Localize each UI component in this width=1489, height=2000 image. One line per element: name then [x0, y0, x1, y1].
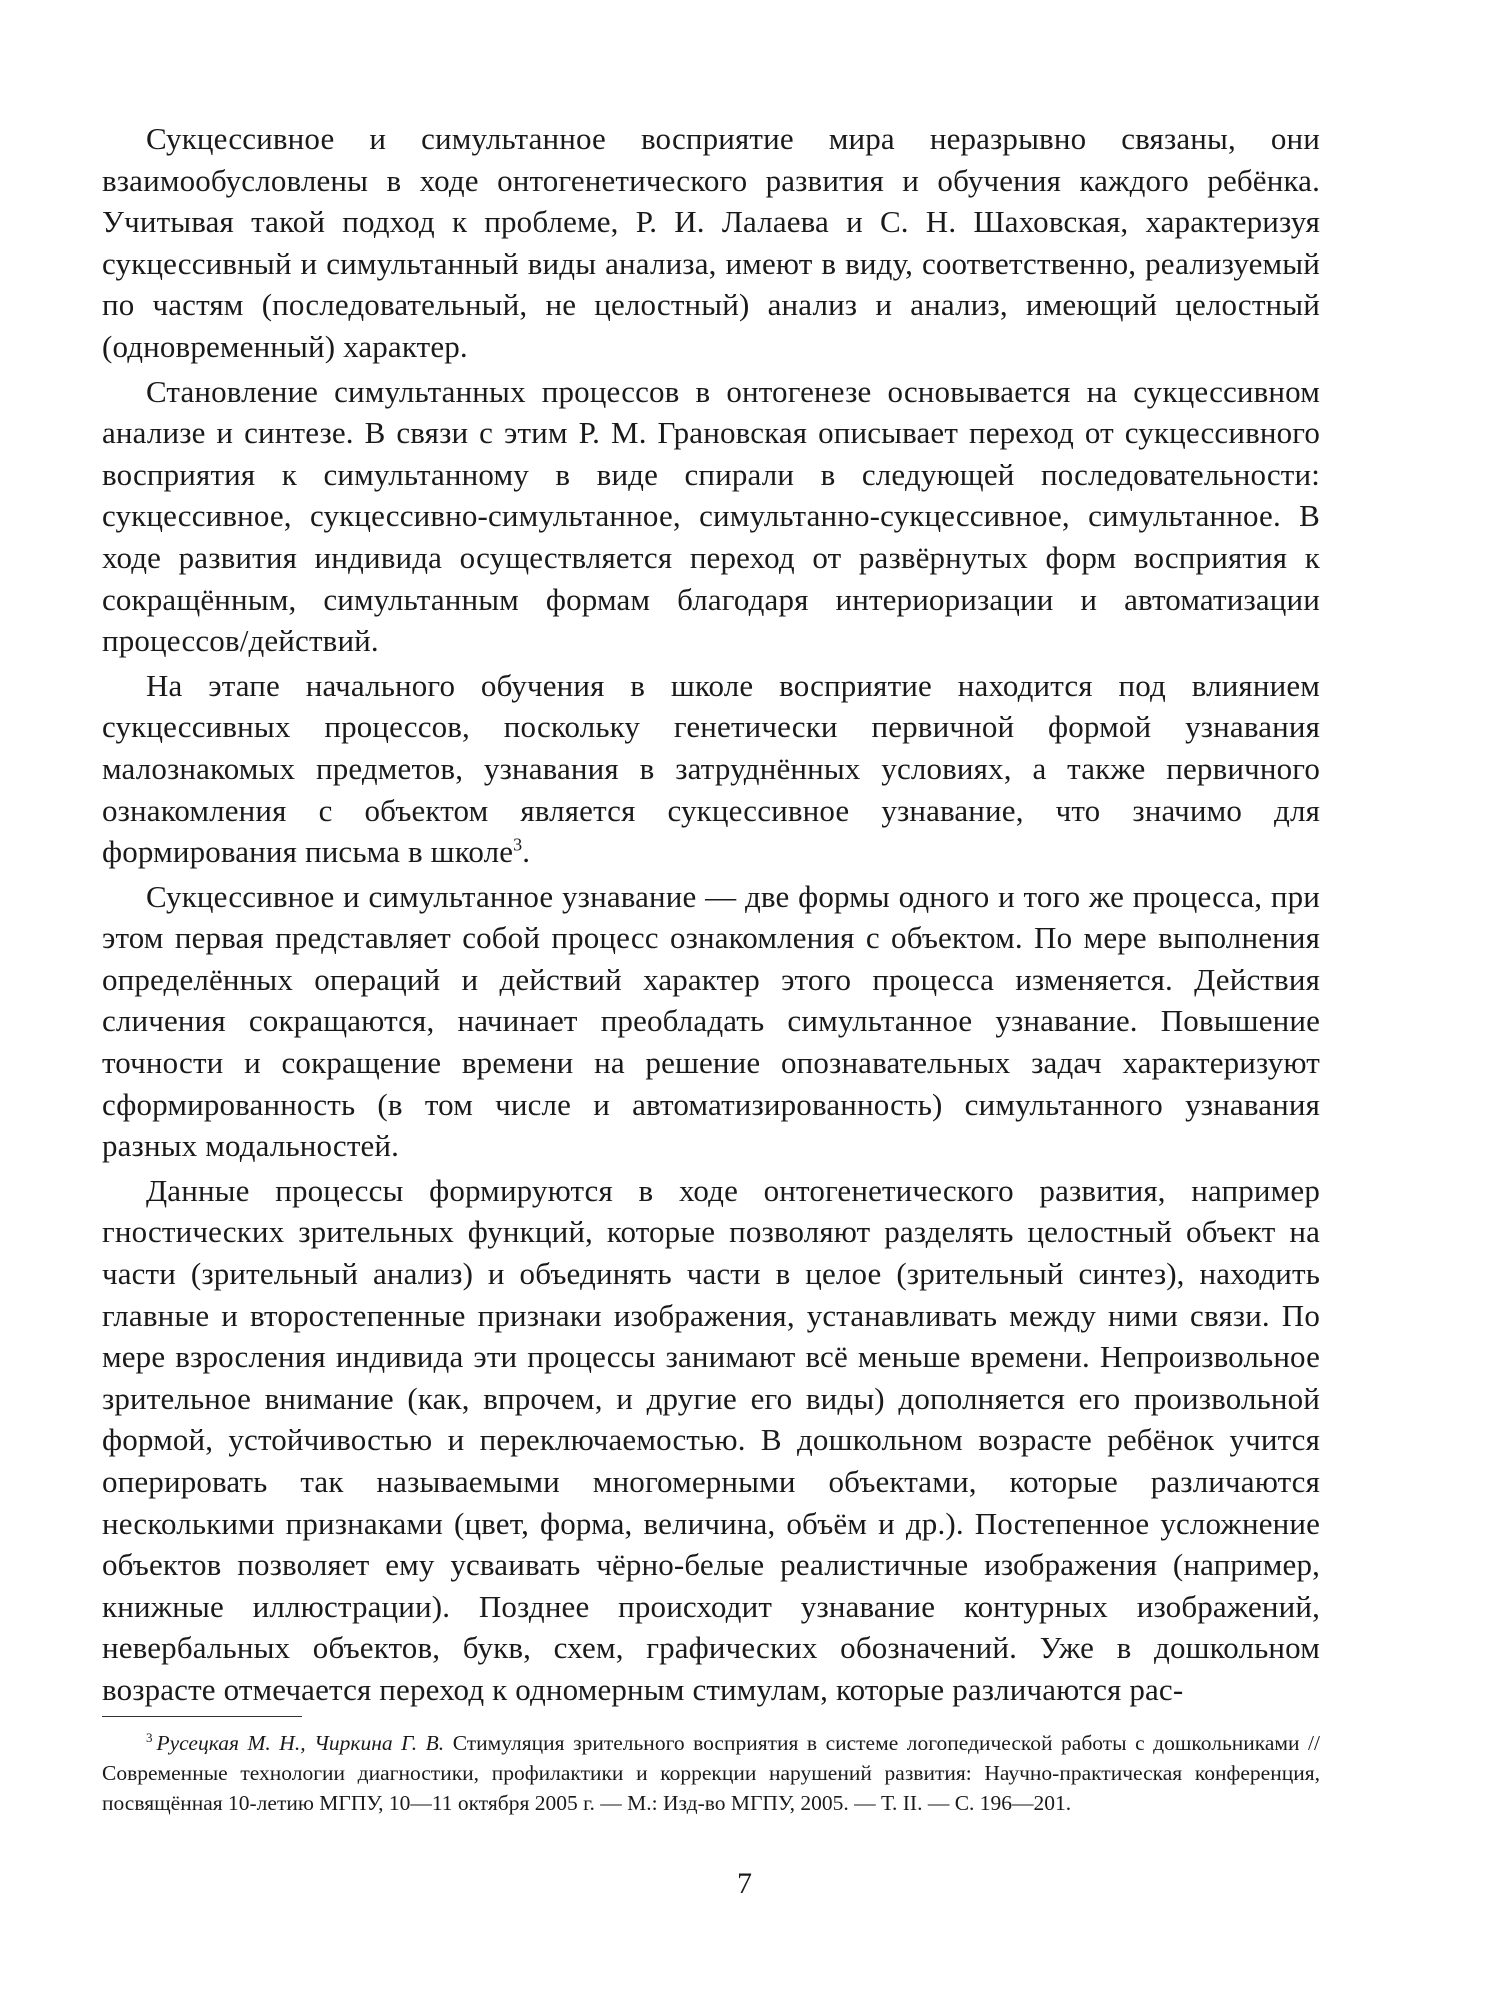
main-text [102, 118, 1320, 1711]
paragraph-5: Данные процессы формируются в ходе онтогенетического развития, например гностических зрительных функций, которые позволяют разделять целостный объект на части (зрительный анализ) и объединять части в целое (зрительный синтез), находить главные и второстепенные признаки изображения, устанавливать между ними связи. По мере взросления индивида эти процессы занимают всё меньше времени. Непроизвольное зрительное внимание (как, впрочем, и другие его виды) дополняется его произвольной формой, устойчивостью и переключаемостью. В дошкольном возрасте ребёнок учится оперировать так называемыми многомерными объектами, которые различаются несколькими признаками (цвет, форма, величина, объём и др.). Постепенное усложнение объектов позволяет ему усваивать чёрно-белые реалистичные изображения (например, книжные иллюстрации). Позднее происходит узнавание контурных изображений, невербальных объектов, букв, схем, графических обозначений. Уже в дошкольном возрасте отмечается переход к одномерным стимулам, которые различаются рас- [102, 1172, 1320, 1707]
footnote-text: Стимуляция зрительного восприятия в системе логопедической работы с дошкольниками // Современные технологии диагностики, профилактики и коррекции нарушений развития: Научно-практическая конференция, посвящённая 10-летию МГПУ, 10—11 октября 2005 г. — М.: Изд-во МГПУ, 2005. — Т. II. — С. 196—201. [102, 1731, 1321, 1815]
paragraph-3: На этапе начального обучения в школе восприятие находится под влиянием сукцессивных процессов, поскольку генетически первичной формой узнавания малознакомых предметов, узнавания в затруднённых условиях, а также первичного ознакомления с объектом является сукцессивное узнавание, что значимо для формирования письма в школе$^3$. [102, 667, 1320, 870]
footnote-separator [102, 1716, 302, 1717]
footnote [102, 1728, 1320, 1818]
footnote-authors: Русецкая М. Н., Чиркина Г. В. [156, 1731, 445, 1755]
paragraph-2: Становление симультанных процессов в онтогенезе основывается на сукцессивном анализе и синтезе. В связи с этим Р. М. Грановская описывает переход от сукцессивного восприятия к симультанному в виде спирали в следующей последовательности: сукцессивное, сукцессивно-симультанное, симультанно-сукцессивное, симультанное. В ходе развития индивида осуществляется переход от развёрнутых форм восприятия к сокращённым, симультанным формам благодаря интериоризации и автоматизации процессов/действий. [102, 373, 1320, 659]
paragraph-3-text: На этапе начального обучения в школе восприятие находится под влиянием сукцессивных процессов, поскольку генетически первичной формой узнавания малознакомых предметов, узнавания в затруднённых условиях, а также первичного ознакомления с объектом является сукцессивное узнавание, что значимо для формирования письма в школе [102, 667, 1320, 870]
paragraph-1: Сукцессивное и симультанное восприятие мира неразрывно связаны, они взаимообусловлены в ходе онтогенетического развития и обучения каждого ребёнка. Учитывая такой подход к проблеме, Р. И. Лалаева и С. Н. Шаховская, характеризуя сукцессивный и симультанный виды анализа, имеют в виду, соответственно, реализуемый по частям (последовательный, не целостный) анализ и анализ, имеющий целостный (одновременный) характер. [102, 121, 1320, 364]
page-number: 7 [737, 1867, 752, 1900]
footnote-number: 3 [146, 1729, 153, 1745]
paragraph-4: Сукцессивное и симультанное узнавание — две формы одного и того же процесса, при этом первая представляет собой процесс ознакомления с объектом. По мере выполнения определённых операций и действий характер этого процесса изменяется. Действия сличения сокращаются, начинает преобладать симультанное узнавание. Повышение точности и сокращение времени на решение опознавательных задач характеризуют сформированность (в том числе и автоматизированность) симультанного узнавания разных модальностей. [102, 878, 1320, 1164]
footnote-reference: 3 [513, 834, 523, 855]
